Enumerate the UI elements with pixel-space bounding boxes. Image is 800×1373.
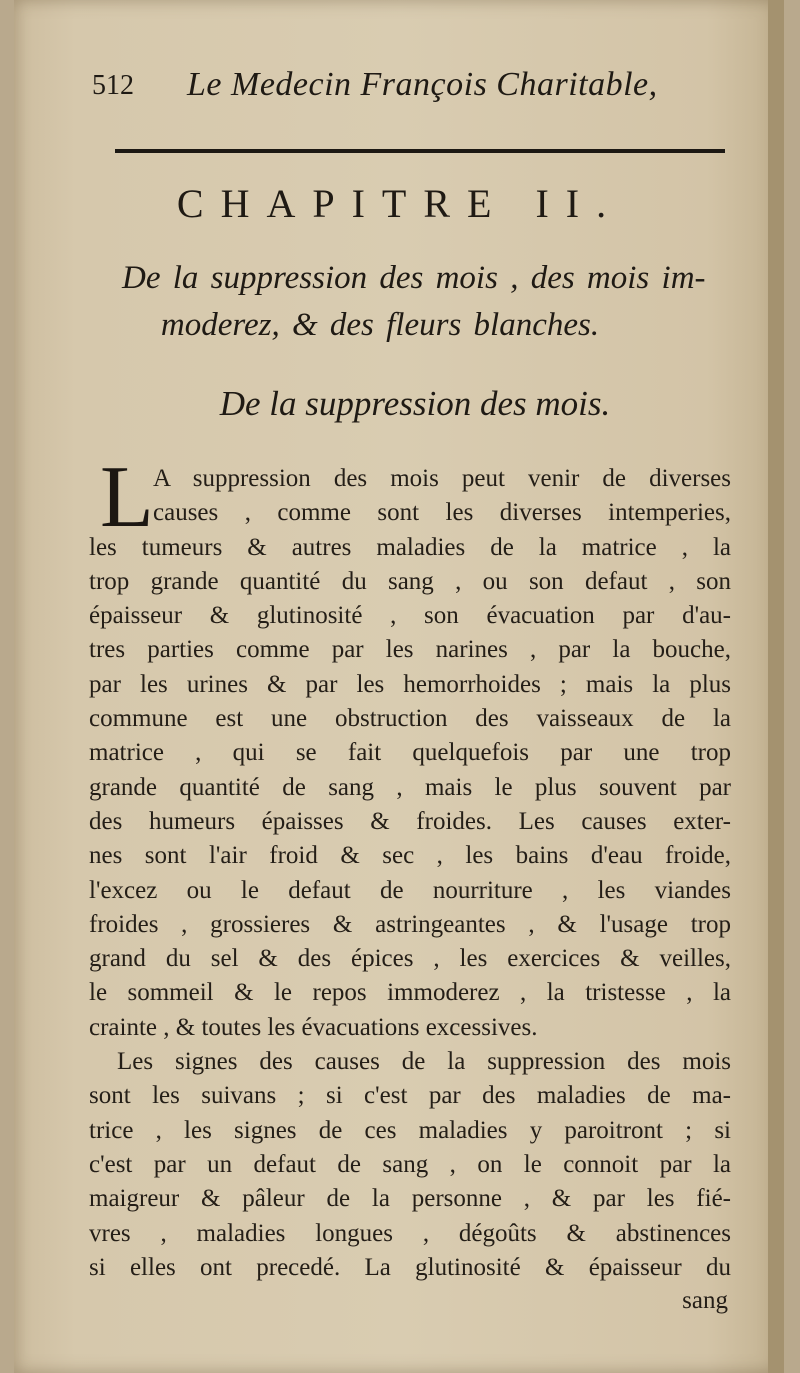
text-line: commune est une obstruction des vaisseaux de la [89,705,731,733]
text-line: vres , maladies longues , dégoûts & abstinences [89,1219,731,1247]
text-line: des humeurs épaisses & froides. Les causes exter- [89,807,731,835]
header-rule [115,149,725,153]
text-line: maigreur & pâleur de la personne , & par les fié- [89,1185,731,1213]
text-line: les tumeurs & autres maladies de la matrice , la [89,533,731,561]
text-line: trice , les signes de ces maladies y paroitront ; si [89,1116,731,1144]
text-line: matrice , qui se fait quelquefois par une trop [89,739,731,767]
text-line: Les signes des causes de la suppression des mois [117,1048,731,1076]
chapter-subtitle [90,255,750,349]
chapter-heading: CHAPITRE II. [176,181,624,226]
text-line: grande quantité de sang , mais le plus souvent par [89,773,731,801]
drop-cap: L [100,449,154,546]
text-line: causes , comme sont les diverses intemperies, [153,499,731,527]
text-line: sont les suivans ; si c'est par des maladies de ma- [89,1082,731,1110]
running-title: Le Medecin François Charitable, [187,66,658,103]
subtitle-line-2: moderez, & des fleurs blanches. [160,307,600,343]
text-line: épaisseur & glutinosité , son évacuation par d'au- [89,602,731,630]
catchword: sang [682,1287,728,1314]
section-title: De la suppression des mois. [219,384,611,423]
text-line: trop grande quantité du sang , ou son defaut , son [89,567,731,595]
page-header [92,62,732,112]
text-line: par les urines & par les hemorrhoides ; mais la plus [89,670,731,698]
text-line: grand du sel & des épices , les exercices & veilles, [89,945,731,973]
text-line: nes sont l'air froid & sec , les bains d'eau froide, [89,842,731,870]
text-line: crainte , & toutes les évacuations excessives. [89,1013,538,1041]
text-line: si elles ont precedé. La glutinosité & épaisseur du [89,1253,731,1281]
text-line: A suppression des mois peut venir de diverses [153,465,731,492]
page-number: 512 [92,70,134,101]
subtitle-line-1: De la suppression des mois , des mois im- [122,260,706,296]
text-line: c'est par un defaut de sang , on le connoit par la [89,1150,731,1178]
text-line: l'excez ou le defaut de nourriture , les viandes [89,876,731,904]
text-line: froides , grossieres & astringeantes , & l'usage trop [89,910,731,938]
text-line: tres parties comme par les narines , par la bouche, [89,636,731,664]
text-line: le sommeil & le repos immoderez , la tristesse , la [89,979,731,1007]
body-text [89,462,731,1285]
